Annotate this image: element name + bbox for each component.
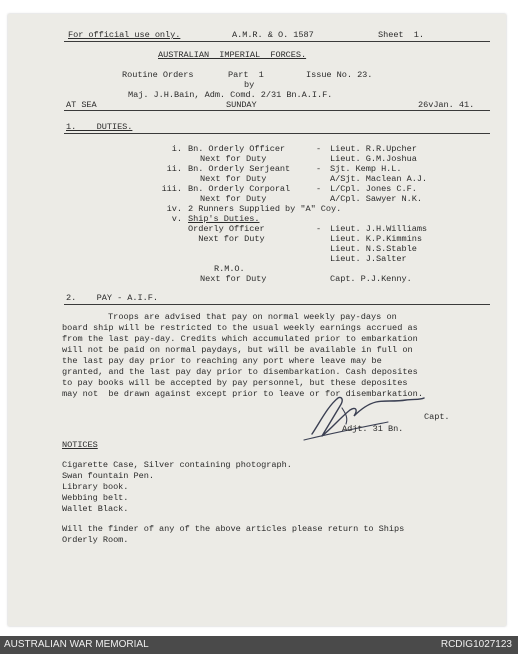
duty-name: Lieut. R.R.Upcher bbox=[330, 144, 417, 154]
header-rule bbox=[64, 41, 490, 42]
notice-item: Cigarette Case, Silver containing photograph. bbox=[62, 460, 292, 470]
notices-closing: Orderly Room. bbox=[62, 535, 129, 545]
duty-name: A/Cpl. Sawyer N.K. bbox=[330, 194, 422, 204]
duty-role: Bn. Orderly Serjeant bbox=[188, 164, 291, 174]
duty-role: Next for Duty bbox=[200, 174, 267, 184]
signature-role: Adjt. 31 Bn. bbox=[342, 424, 404, 434]
notice-item: Swan fountain Pen. bbox=[62, 471, 154, 481]
duty-role: Next for Duty bbox=[188, 234, 265, 244]
duty-dash: - bbox=[316, 184, 322, 194]
archive-record-id: RCDIG1027123 bbox=[440, 639, 512, 650]
archive-name: AUSTRALIAN WAR MEMORIAL bbox=[4, 639, 149, 650]
duty-name: Lieut. J.Salter bbox=[330, 254, 407, 264]
pay-rule bbox=[64, 304, 490, 305]
by-label: by bbox=[244, 80, 255, 90]
duty-dash: - bbox=[316, 224, 322, 234]
duty-role: 2 Runners Supplied by "A" Coy. bbox=[188, 204, 342, 214]
location-day: SUNDAY bbox=[226, 100, 257, 110]
location-date: 26vJan. 41. bbox=[418, 100, 475, 110]
duty-name: Lieut. N.S.Stable bbox=[330, 244, 417, 254]
duty-name: A/Sjt. Maclean A.J. bbox=[330, 174, 428, 184]
notice-item: Library book. bbox=[62, 482, 129, 492]
amr-reference: A.M.R. & O. 1587 bbox=[232, 30, 314, 40]
location-place: AT SEA bbox=[66, 100, 97, 110]
pay-line: may not be drawn against except prior to leave or for disembarkation. bbox=[62, 389, 423, 399]
rmo-next-label: Next for Duty bbox=[200, 274, 267, 284]
duty-role: Orderly Officer bbox=[188, 224, 265, 234]
duty-name: Sjt. Kemp H.L. bbox=[330, 164, 402, 174]
duty-number: iii. bbox=[161, 184, 182, 194]
pay-line: the last pay day prior to reaching any port where leave may be bbox=[62, 356, 382, 366]
notice-item: Webbing belt. bbox=[62, 493, 129, 503]
sheet-number: Sheet 1. bbox=[378, 30, 424, 40]
duty-dash: - bbox=[316, 144, 322, 154]
pay-line: board ship will be restricted to the usual weekly earnings accrued as bbox=[62, 323, 418, 333]
pay-line: to pay books will be accepted by pay personnel, but these deposites bbox=[62, 378, 408, 388]
routine-orders-label: Routine Orders bbox=[122, 70, 194, 80]
location-rule bbox=[64, 110, 490, 111]
part-label: Part 1 bbox=[228, 70, 264, 80]
duty-name: L/Cpl. Jones C.F. bbox=[330, 184, 417, 194]
duty-name: Lieut. J.H.Williams bbox=[330, 224, 428, 234]
duty-dash: - bbox=[316, 164, 322, 174]
duty-role: Ship's Duties. bbox=[188, 214, 260, 224]
duty-name: Lieut. G.M.Joshua bbox=[330, 154, 417, 164]
duty-role: Bn. Orderly Officer bbox=[188, 144, 286, 154]
pay-line: from the last pay-day. Credits which accumulated prior to embarkation bbox=[62, 334, 418, 344]
pay-line: granted, and the last pay day prior to disembarkation. Cash deposites bbox=[62, 367, 418, 377]
pay-line: Troops are advised that pay on normal weekly pay-days on bbox=[108, 312, 397, 322]
issue-number: Issue No. 23. bbox=[306, 70, 373, 80]
duty-number: ii. bbox=[166, 164, 182, 174]
duty-role: Next for Duty bbox=[200, 194, 267, 204]
signature-rank: Capt. bbox=[424, 412, 450, 422]
rmo-name: Capt. P.J.Kenny. bbox=[330, 274, 412, 284]
duties-heading: 1. DUTIES. bbox=[66, 122, 133, 132]
duties-rule bbox=[64, 133, 490, 134]
duty-number: iv. bbox=[166, 204, 182, 214]
orders-author: Maj. J.H.Bain, Adm. Comd. 2/31 Bn.A.I.F. bbox=[128, 90, 333, 100]
duty-number: v. bbox=[171, 214, 182, 224]
pay-heading: 2. PAY - A.I.F. bbox=[66, 293, 158, 303]
notices-closing: Will the finder of any of the above articles please return to Ships bbox=[62, 524, 405, 534]
duty-name: Lieut. K.P.Kimmins bbox=[330, 234, 422, 244]
duty-role: Bn. Orderly Corporal bbox=[188, 184, 291, 194]
duty-role: Next for Duty bbox=[200, 154, 267, 164]
official-use-label: For official use only. bbox=[68, 30, 181, 40]
notices-heading: NOTICES bbox=[62, 440, 98, 450]
duty-number: i. bbox=[171, 144, 182, 154]
notice-item: Wallet Black. bbox=[62, 504, 129, 514]
document-title: AUSTRALIAN IMPERIAL FORCES. bbox=[158, 50, 307, 60]
rmo-label: R.M.O. bbox=[214, 264, 245, 274]
archive-footer bbox=[0, 636, 518, 654]
pay-line: will not be paid on normal paydays, but will be available in full on bbox=[62, 345, 413, 355]
handwritten-signature bbox=[298, 388, 428, 444]
